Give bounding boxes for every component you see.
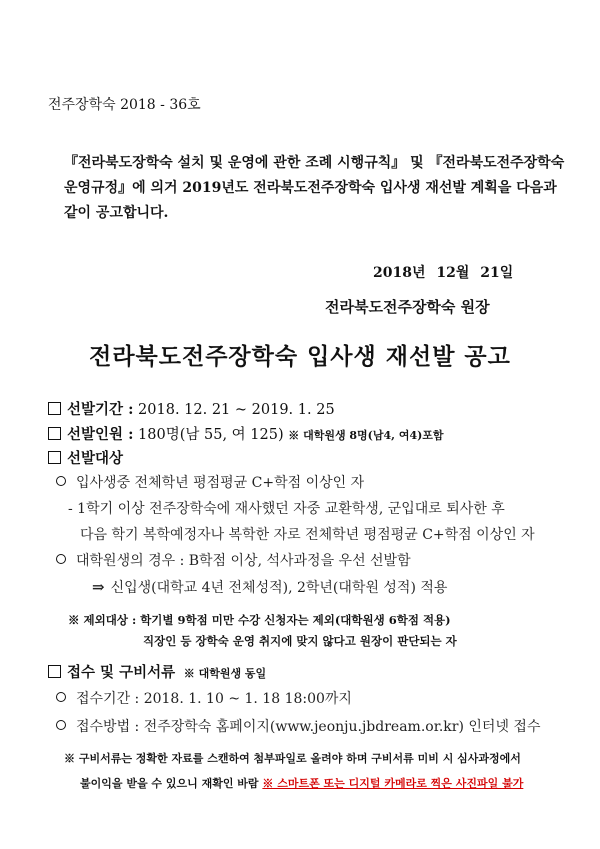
- apply-note: ※ 대학원생 동일: [183, 667, 267, 680]
- target-item-1: 입사생중 전체학년 평점평균 C+학점 이상인 자: [56, 472, 364, 492]
- circle-bullet-icon: [56, 476, 66, 486]
- signature-line: 전라북도전주장학숙 원장: [325, 298, 490, 316]
- circle-bullet-icon: [56, 554, 66, 564]
- target-sub-1: - 1학기 이상 전주장학숙에 재사했던 자중 교환학생, 군입대로 퇴사한 후: [68, 501, 505, 517]
- announcement-date: 2018년 12월 21일: [373, 265, 514, 281]
- circle-bullet-icon: [56, 692, 66, 702]
- intro-line-3: 같이 공고합니다.: [64, 205, 169, 221]
- checkbox-square-icon: [48, 665, 61, 678]
- target-item-2: 대학원생의 경우 : B학점 이상, 석사과정을 우선 선발함: [56, 550, 411, 570]
- section-apply: [48, 661, 266, 682]
- checkbox-square-icon: [48, 451, 61, 464]
- section-count: [48, 423, 444, 444]
- reference-number: 전주장학숙 2018 - 36호: [48, 97, 201, 113]
- target-sub-2: 다음 학기 복학예정자나 복학한 자로 전체학년 평점평균 C+학점 이상인 자: [80, 527, 535, 543]
- target-label: 선발대상: [67, 450, 124, 467]
- exclusion-line-2: 직장인 등 장학숙 운영 취지에 맞지 않다고 원장이 판단되는 자: [143, 634, 457, 648]
- apply-item-2: 접수방법 : 전주장학숙 홈페이지(www.jeonju.jbdream.or.kr) 인터넷 접수: [56, 716, 540, 736]
- circle-bullet-icon: [56, 720, 66, 730]
- period-value: 2018. 12. 21 ~ 2019. 1. 25: [138, 402, 335, 418]
- period-label: 선발기간 :: [67, 401, 134, 418]
- apply-label: 접수 및 구비서류: [67, 664, 176, 681]
- docs-note-line-1: ※ 구비서류는 정확한 자료를 스캔하여 첨부파일로 올려야 하며 구비서류 미비 시 심사과정에서: [64, 752, 521, 765]
- intro-line-1: 『전라북도장학숙 설치 및 운영에 관한 조례 시행규칙』 및 『전라북도전주장학숙: [64, 155, 565, 171]
- double-arrow-icon: ⇒: [92, 578, 105, 596]
- section-target: [48, 447, 123, 468]
- count-value: 180명(남 55, 여 125): [138, 427, 284, 443]
- docs-note-line-2: 불이익을 받을 수 있으니 재확인 바람 ※ 스마트폰 또는 디지털 카메라로 찍은 사진파일 불가: [80, 777, 524, 790]
- count-label: 선발인원 :: [67, 426, 134, 443]
- page-title: 전라북도전주장학숙 입사생 재선발 공고: [89, 343, 511, 370]
- checkbox-square-icon: [48, 427, 61, 440]
- apply-item-1: 접수기간 : 2018. 1. 10 ~ 1. 18 18:00까지: [56, 688, 352, 708]
- intro-line-2: 운영규정』에 의거 2019년도 전라북도전주장학숙 입사생 재선발 계획을 다음과: [64, 180, 557, 196]
- docs-warning: ※ 스마트폰 또는 디지털 카메라로 찍은 사진파일 불가: [262, 777, 524, 790]
- count-note: ※ 대학원생 8명(남4, 여4)포함: [288, 429, 444, 442]
- target-arrow-line: ⇒ 신입생(대학교 4년 전체성적), 2학년(대학원 성적) 적용: [92, 578, 448, 596]
- exclusion-line-1: ※ 제외대상 : 학기별 9학점 미만 수강 신청자는 제외(대학원생 6학점 적용): [68, 613, 451, 627]
- section-period: [48, 398, 335, 419]
- checkbox-square-icon: [48, 402, 61, 415]
